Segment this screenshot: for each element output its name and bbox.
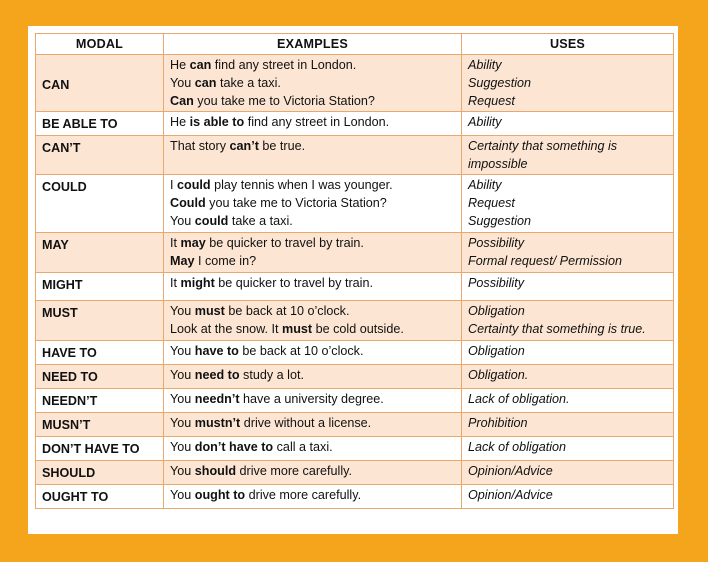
use-label: Lack of obligation	[468, 440, 567, 454]
example-text: be quicker to travel by train.	[214, 276, 373, 290]
examples-cell	[164, 273, 462, 301]
examples-cell	[164, 365, 462, 389]
example-sentence	[170, 252, 455, 270]
table-body	[36, 55, 674, 509]
example-text: drive more carefully.	[245, 488, 362, 502]
use-label: Certainty that something is true.	[468, 322, 646, 336]
example-sentence	[170, 137, 455, 155]
modal-cell: CAN’T	[36, 136, 164, 175]
table-row	[36, 461, 674, 485]
example-text: be back at 10 o’clock.	[224, 304, 350, 318]
header-row	[36, 34, 674, 55]
example-modal-word: must	[194, 304, 225, 318]
table-row	[36, 301, 674, 341]
table-row	[36, 175, 674, 233]
use-label: Prohibition	[468, 416, 528, 430]
example-text: find any street in London.	[244, 115, 390, 129]
example-modal-word: Could	[170, 196, 206, 210]
example-text: That story	[170, 139, 230, 153]
table-row	[36, 112, 674, 136]
example-sentence	[170, 92, 455, 110]
header-modal: MODAL	[36, 34, 164, 55]
example-sentence	[170, 390, 455, 408]
use-label: Request	[468, 94, 515, 108]
examples-cell	[164, 437, 462, 461]
use-label: Suggestion	[468, 214, 532, 228]
modal-cell: OUGHT TO	[36, 485, 164, 509]
example-modal-word: may	[180, 236, 206, 250]
example-sentence	[170, 234, 455, 252]
use-label: Obligation.	[468, 368, 529, 382]
example-text: You	[170, 214, 195, 228]
examples-cell	[164, 233, 462, 273]
example-sentence	[170, 438, 455, 456]
example-text: It	[170, 236, 181, 250]
use-label: Ability	[468, 178, 502, 192]
modal-verbs-table	[35, 33, 674, 509]
use-label: Opinion/Advice	[468, 464, 553, 478]
example-modal-word: can’t	[229, 139, 259, 153]
table-row	[36, 136, 674, 175]
example-sentence	[170, 342, 455, 360]
modal-cell: COULD	[36, 175, 164, 233]
example-text: He	[170, 115, 190, 129]
table-row	[36, 413, 674, 437]
uses-cell	[462, 55, 674, 112]
example-sentence	[170, 56, 455, 74]
table-row	[36, 233, 674, 273]
example-text: Look at the snow. It	[170, 322, 283, 336]
use-label: Lack of obligation.	[468, 392, 570, 406]
uses-cell	[462, 273, 674, 301]
examples-cell	[164, 389, 462, 413]
modal-cell: SHOULD	[36, 461, 164, 485]
example-text: take a taxi.	[216, 76, 281, 90]
example-modal-word: should	[194, 464, 237, 478]
example-modal-word: need to	[194, 368, 240, 382]
example-text: study a lot.	[239, 368, 304, 382]
uses-cell	[462, 136, 674, 175]
example-modal-word: needn’t	[194, 392, 240, 406]
example-modal-word: might	[180, 276, 215, 290]
example-modal-word: May	[170, 254, 195, 268]
example-text: take a taxi.	[228, 214, 293, 228]
example-text: I	[170, 178, 177, 192]
use-label: Opinion/Advice	[468, 488, 553, 502]
examples-cell	[164, 461, 462, 485]
example-sentence	[170, 414, 455, 432]
table-row	[36, 341, 674, 365]
example-text: You	[170, 392, 195, 406]
example-sentence	[170, 176, 455, 194]
examples-cell	[164, 341, 462, 365]
table-row	[36, 365, 674, 389]
modal-cell: MIGHT	[36, 273, 164, 301]
example-text: be back at 10 o’clock.	[238, 344, 364, 358]
example-modal-word: could	[177, 178, 211, 192]
modal-cell: HAVE TO	[36, 341, 164, 365]
table-row	[36, 389, 674, 413]
uses-cell	[462, 112, 674, 136]
modal-cell: CAN	[36, 55, 164, 112]
uses-cell	[462, 485, 674, 509]
uses-cell	[462, 301, 674, 341]
example-sentence	[170, 320, 455, 338]
example-modal-word: can	[194, 76, 217, 90]
example-modal-word: Can	[170, 94, 194, 108]
modal-verbs-card	[28, 26, 678, 534]
example-text: be cold outside.	[312, 322, 404, 336]
example-modal-word: is able to	[189, 115, 245, 129]
example-text: have a university degree.	[239, 392, 384, 406]
example-text: you take me to Victoria Station?	[205, 196, 387, 210]
example-modal-word: could	[194, 214, 229, 228]
header-uses: USES	[462, 34, 674, 55]
example-sentence	[170, 74, 455, 92]
example-text: You	[170, 76, 195, 90]
example-modal-word: have to	[194, 344, 239, 358]
uses-cell	[462, 175, 674, 233]
examples-cell	[164, 175, 462, 233]
example-text: He	[170, 58, 190, 72]
use-label: Formal request/ Permission	[468, 254, 622, 268]
use-label: Possibility	[468, 236, 524, 250]
examples-cell	[164, 485, 462, 509]
example-text: you take me to Victoria Station?	[193, 94, 375, 108]
uses-cell	[462, 365, 674, 389]
example-sentence	[170, 212, 455, 230]
example-sentence	[170, 113, 455, 131]
example-text: drive without a license.	[240, 416, 372, 430]
use-label: Obligation	[468, 304, 525, 318]
use-label: Request	[468, 196, 515, 210]
example-text: You	[170, 488, 195, 502]
example-modal-word: ought to	[194, 488, 246, 502]
uses-cell	[462, 389, 674, 413]
examples-cell	[164, 55, 462, 112]
example-sentence	[170, 462, 455, 480]
example-sentence	[170, 486, 455, 504]
example-sentence	[170, 366, 455, 384]
example-text: be true.	[258, 139, 306, 153]
modal-cell: MUST	[36, 301, 164, 341]
examples-cell	[164, 301, 462, 341]
examples-cell	[164, 136, 462, 175]
table-row	[36, 55, 674, 112]
use-label: Ability	[468, 58, 502, 72]
uses-cell	[462, 437, 674, 461]
example-sentence	[170, 194, 455, 212]
example-modal-word: mustn’t	[194, 416, 241, 430]
modal-cell: NEED TO	[36, 365, 164, 389]
example-text: You	[170, 464, 195, 478]
use-label: Certainty that something is impossible	[468, 139, 618, 171]
uses-cell	[462, 461, 674, 485]
header-examples: EXAMPLES	[164, 34, 462, 55]
modal-cell: BE ABLE TO	[36, 112, 164, 136]
use-label: Suggestion	[468, 76, 532, 90]
example-text: You	[170, 416, 195, 430]
examples-cell	[164, 413, 462, 437]
example-text: It	[170, 276, 181, 290]
example-text: be quicker to travel by train.	[205, 236, 364, 250]
table-row	[36, 485, 674, 509]
example-text: drive more carefully.	[236, 464, 352, 478]
use-label: Possibility	[468, 276, 524, 290]
modal-cell: MAY	[36, 233, 164, 273]
example-text: You	[170, 304, 195, 318]
examples-cell	[164, 112, 462, 136]
example-text: call a taxi.	[273, 440, 333, 454]
table-row	[36, 437, 674, 461]
example-sentence	[170, 302, 455, 320]
example-modal-word: can	[189, 58, 212, 72]
example-text: You	[170, 368, 195, 382]
example-text: play tennis when I was younger.	[210, 178, 393, 192]
table-row	[36, 273, 674, 301]
uses-cell	[462, 341, 674, 365]
example-modal-word: must	[282, 322, 313, 336]
use-label: Obligation	[468, 344, 525, 358]
example-modal-word: don’t have to	[194, 440, 274, 454]
example-text: You	[170, 344, 195, 358]
use-label: Ability	[468, 115, 502, 129]
uses-cell	[462, 413, 674, 437]
modal-cell: NEEDN’T	[36, 389, 164, 413]
example-text: find any street in London.	[211, 58, 357, 72]
modal-cell: DON’T HAVE TO	[36, 437, 164, 461]
modal-cell: MUSN’T	[36, 413, 164, 437]
example-sentence	[170, 274, 455, 292]
uses-cell	[462, 233, 674, 273]
example-text: You	[170, 440, 195, 454]
example-text: I come in?	[194, 254, 257, 268]
